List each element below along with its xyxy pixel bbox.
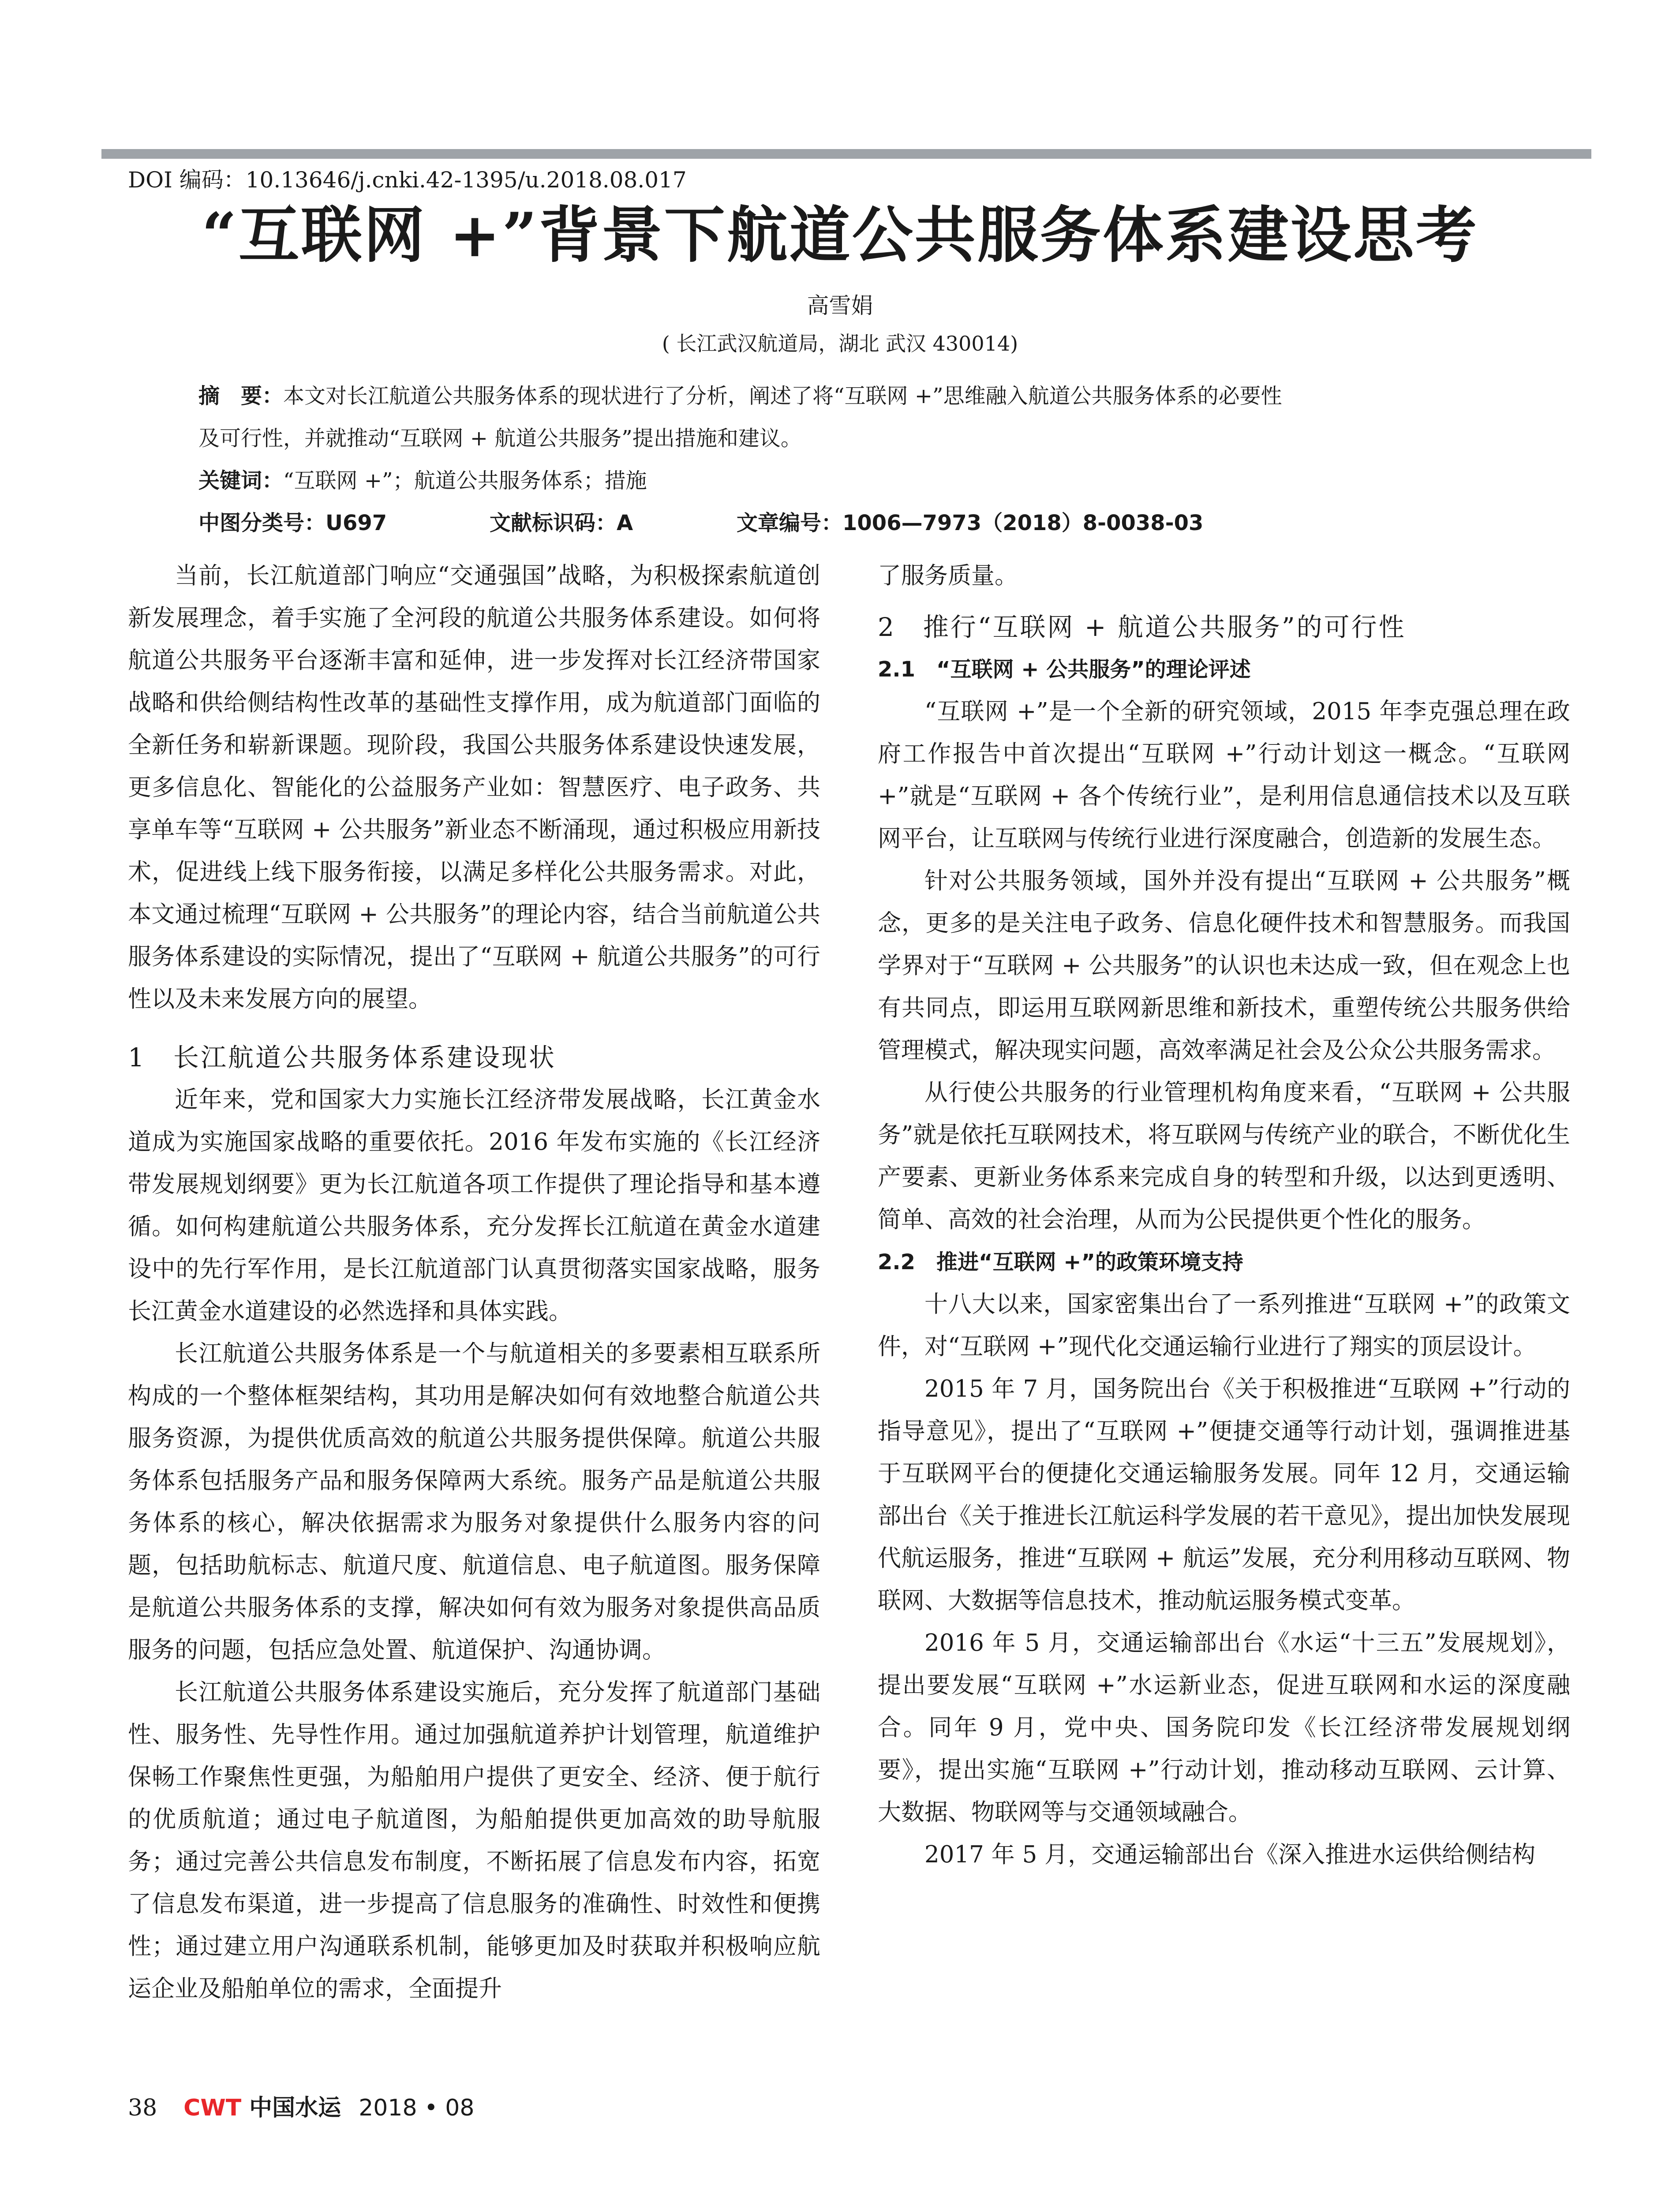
left-column — [128, 555, 820, 2010]
doi-line: DOI 编码：10.13646/j.cnki.42-1395/u.2018.08.017 — [128, 167, 687, 193]
author-affiliation: ( 长江武汉航道局，湖北 武汉 430014) — [662, 332, 1018, 355]
right-column — [878, 555, 1570, 1876]
section-1-paragraph-1: 近年来，党和国家大力实施长江经济带发展战略，长江黄金水道成为实施国家战略的重要依托。2016 年发布实施的《长江经济带发展规划纲要》更为长江航道各项工作提供了理论指导和基本遵循。如何构建航道公共服务体系，充分发挥长江航道在黄金水道建设中的先行军作用，是长江航道部门认真贯彻落实国家战略，服务长江黄金水道建设的必然选择和具体实践。 — [128, 1086, 820, 1325]
subsection-2-2-paragraph-3: 2016 年 5 月，交通运输部出台《水运“十三五”发展规划》，提出要发展“互联网 +”水运新业态，促进互联网和水运的深度融合。同年 9 月，党中央、国务院印发《长江经济带发展规划纲要》，提出实施“互联网 +”行动计划，推动移动互联网、云计算、大数据、物联网等与交通领域融合。 — [878, 1629, 1570, 1826]
abstract-line-1 — [198, 375, 1526, 417]
subsection-2-2-paragraph-2: 2015 年 7 月，国务院出台《关于积极推进“互联网 +”行动的指导意见》，提出了“互联网 +”便捷交通等行动计划，强调推进基于互联网平台的便捷化交通运输服务发展。同年 12 月，交通运输部出台《关于推进长江航运科学发展的若干意见》，提出加快发展现代航运服务，推进“互联网 + 航运”发展，充分利用移动互联网、物联网、大数据等信息技术，推动航运服务模式变革。 — [878, 1375, 1570, 1614]
subsection-2-1-paragraph-3: 从行使公共服务的行业管理机构角度来看，“互联网 + 公共服务”就是依托互联网技术，将互联网与传统产业的联合，不断优化生产要素、更新业务体系来完成自身的转型和升级，以达到更透明、简单、高效的社会治理，从而为公民提供更个性化的服务。 — [878, 1079, 1570, 1233]
abstract-line-2: 及可行性，并就推动“互联网 + 航道公共服务”提出措施和建议。 — [198, 426, 802, 451]
article-number: 文章编号：1006—7973（2018）8-0038-03 — [737, 511, 1204, 535]
page-number: 38 — [128, 2095, 157, 2121]
cwt-logo: CWT — [183, 2095, 242, 2121]
keywords-label: 关键词： — [198, 468, 284, 493]
subsection-2-1-heading: 2.1 “互联网 + 公共服务”的理论评述 — [878, 657, 1251, 682]
classification-line — [198, 502, 1526, 544]
keywords-text: “互联网 +”；航道公共服务体系；措施 — [283, 468, 647, 493]
author-name: 高雪娟 — [807, 293, 873, 318]
section-1-paragraph-3: 长江航道公共服务体系建设实施后，充分发挥了航道部门基础性、服务性、先导性作用。通过加强航道养护计划管理，航道维护保畅工作聚焦性更强，为船舶用户提供了更安全、经济、便于航行的优质航道；通过电子航道图，为船舶提供更加高效的助导航服务；通过完善公共信息发布制度，不断拓展了信息发布内容，拓宽了信息发布渠道，进一步提高了信息服务的准确性、时效性和便携性；通过建立用户沟通联系机制，能够更加及时获取并积极响应航运企业及船舶单位的需求，全面提升 — [128, 1679, 820, 2002]
subsection-2-1-paragraph-2: 针对公共服务领域，国外并没有提出“互联网 + 公共服务”概念，更多的是关注电子政务、信息化硬件技术和智慧服务。而我国学界对于“互联网 + 公共服务”的认识也未达成一致，但在观念上也有共同点，即运用互联网新思维和新技术，重塑传统公共服务供给管理模式，解决现实问题，高效率满足社会及公众公共服务需求。 — [878, 867, 1570, 1064]
document-code: 文献标识码：A — [490, 511, 633, 535]
abstract-label: 摘 要： — [198, 384, 284, 408]
issue-number: 2018 • 08 — [359, 2095, 475, 2121]
continued-paragraph: 了服务质量。 — [878, 562, 1018, 589]
subsection-2-2-paragraph-4: 2017 年 5 月，交通运输部出台《深入推进水运供给侧结构 — [924, 1841, 1536, 1868]
subsection-2-2-heading: 2.2 推进“互联网 +”的政策环境支持 — [878, 1250, 1244, 1274]
section-1-heading: 1 长江航道公共服务体系建设现状 — [128, 1043, 556, 1073]
section-1-paragraph-2: 长江航道公共服务体系是一个与航道相关的多要素相互联系所构成的一个整体框架结构，其功用是解决如何有效地整合航道公共服务资源，为提供优质高效的航道公共服务提供保障。航道公共服务体系包括服务产品和服务保障两大系统。服务产品是航道公共服务体系的核心，解决依据需求为服务对象提供什么服务内容的问题，包括助航标志、航道尺度、航道信息、电子航道图。服务保障是航道公共服务体系的支撑，解决如何有效为服务对象提供高品质服务的问题，包括应急处置、航道保护、沟通协调。 — [128, 1340, 820, 1663]
header-rule — [101, 149, 1591, 159]
page-footer — [128, 2093, 474, 2123]
subsection-2-1-paragraph-1: “互联网 +”是一个全新的研究领域，2015 年李克强总理在政府工作报告中首次提出“互联网 +”行动计划这一概念。“互联网 +”就是“互联网 + 各个传统行业”，是利用信息通信技术以及互联网平台，让互联网与传统行业进行深度融合，创造新的发展生态。 — [878, 698, 1570, 852]
keywords-line — [198, 460, 1526, 502]
intro-paragraph: 当前，长江航道部门响应“交通强国”战略，为积极探索航道创新发展理念，着手实施了全河段的航道公共服务体系建设。如何将航道公共服务平台逐渐丰富和延伸，进一步发挥对长江经济带国家战略和供给侧结构性改革的基础性支撑作用，成为航道部门面临的全新任务和崭新课题。现阶段，我国公共服务体系建设快速发展，更多信息化、智能化的公益服务产业如：智慧医疗、电子政务、共享单车等“互联网 + 公共服务”新业态不断涌现，通过积极应用新技术，促进线上线下服务衔接，以满足多样化公共服务需求。对此，本文通过梳理“互联网 + 公共服务”的理论内容，结合当前航道公共服务体系建设的实际情况，提出了“互联网 + 航道公共服务”的可行性以及未来发展方向的展望。 — [128, 562, 820, 1013]
abstract-text-1: 本文对长江航道公共服务体系的现状进行了分析，阐述了将“互联网 +”思维融入航道公共服务体系的必要性 — [283, 384, 1282, 408]
article-meta — [198, 375, 1526, 544]
section-2-heading: 2 推行“互联网 + 航道公共服务”的可行性 — [878, 612, 1406, 642]
subsection-2-2-paragraph-1: 十八大以来，国家密集出台了一系列推进“互联网 +”的政策文件，对“互联网 +”现代化交通运输行业进行了翔实的顶层设计。 — [878, 1291, 1570, 1360]
clc-code: 中图分类号：U697 — [198, 511, 387, 535]
article-title: “互联网 +”背景下航道公共服务体系建设思考 — [202, 199, 1478, 271]
magazine-name: 中国水运 — [249, 2094, 341, 2121]
